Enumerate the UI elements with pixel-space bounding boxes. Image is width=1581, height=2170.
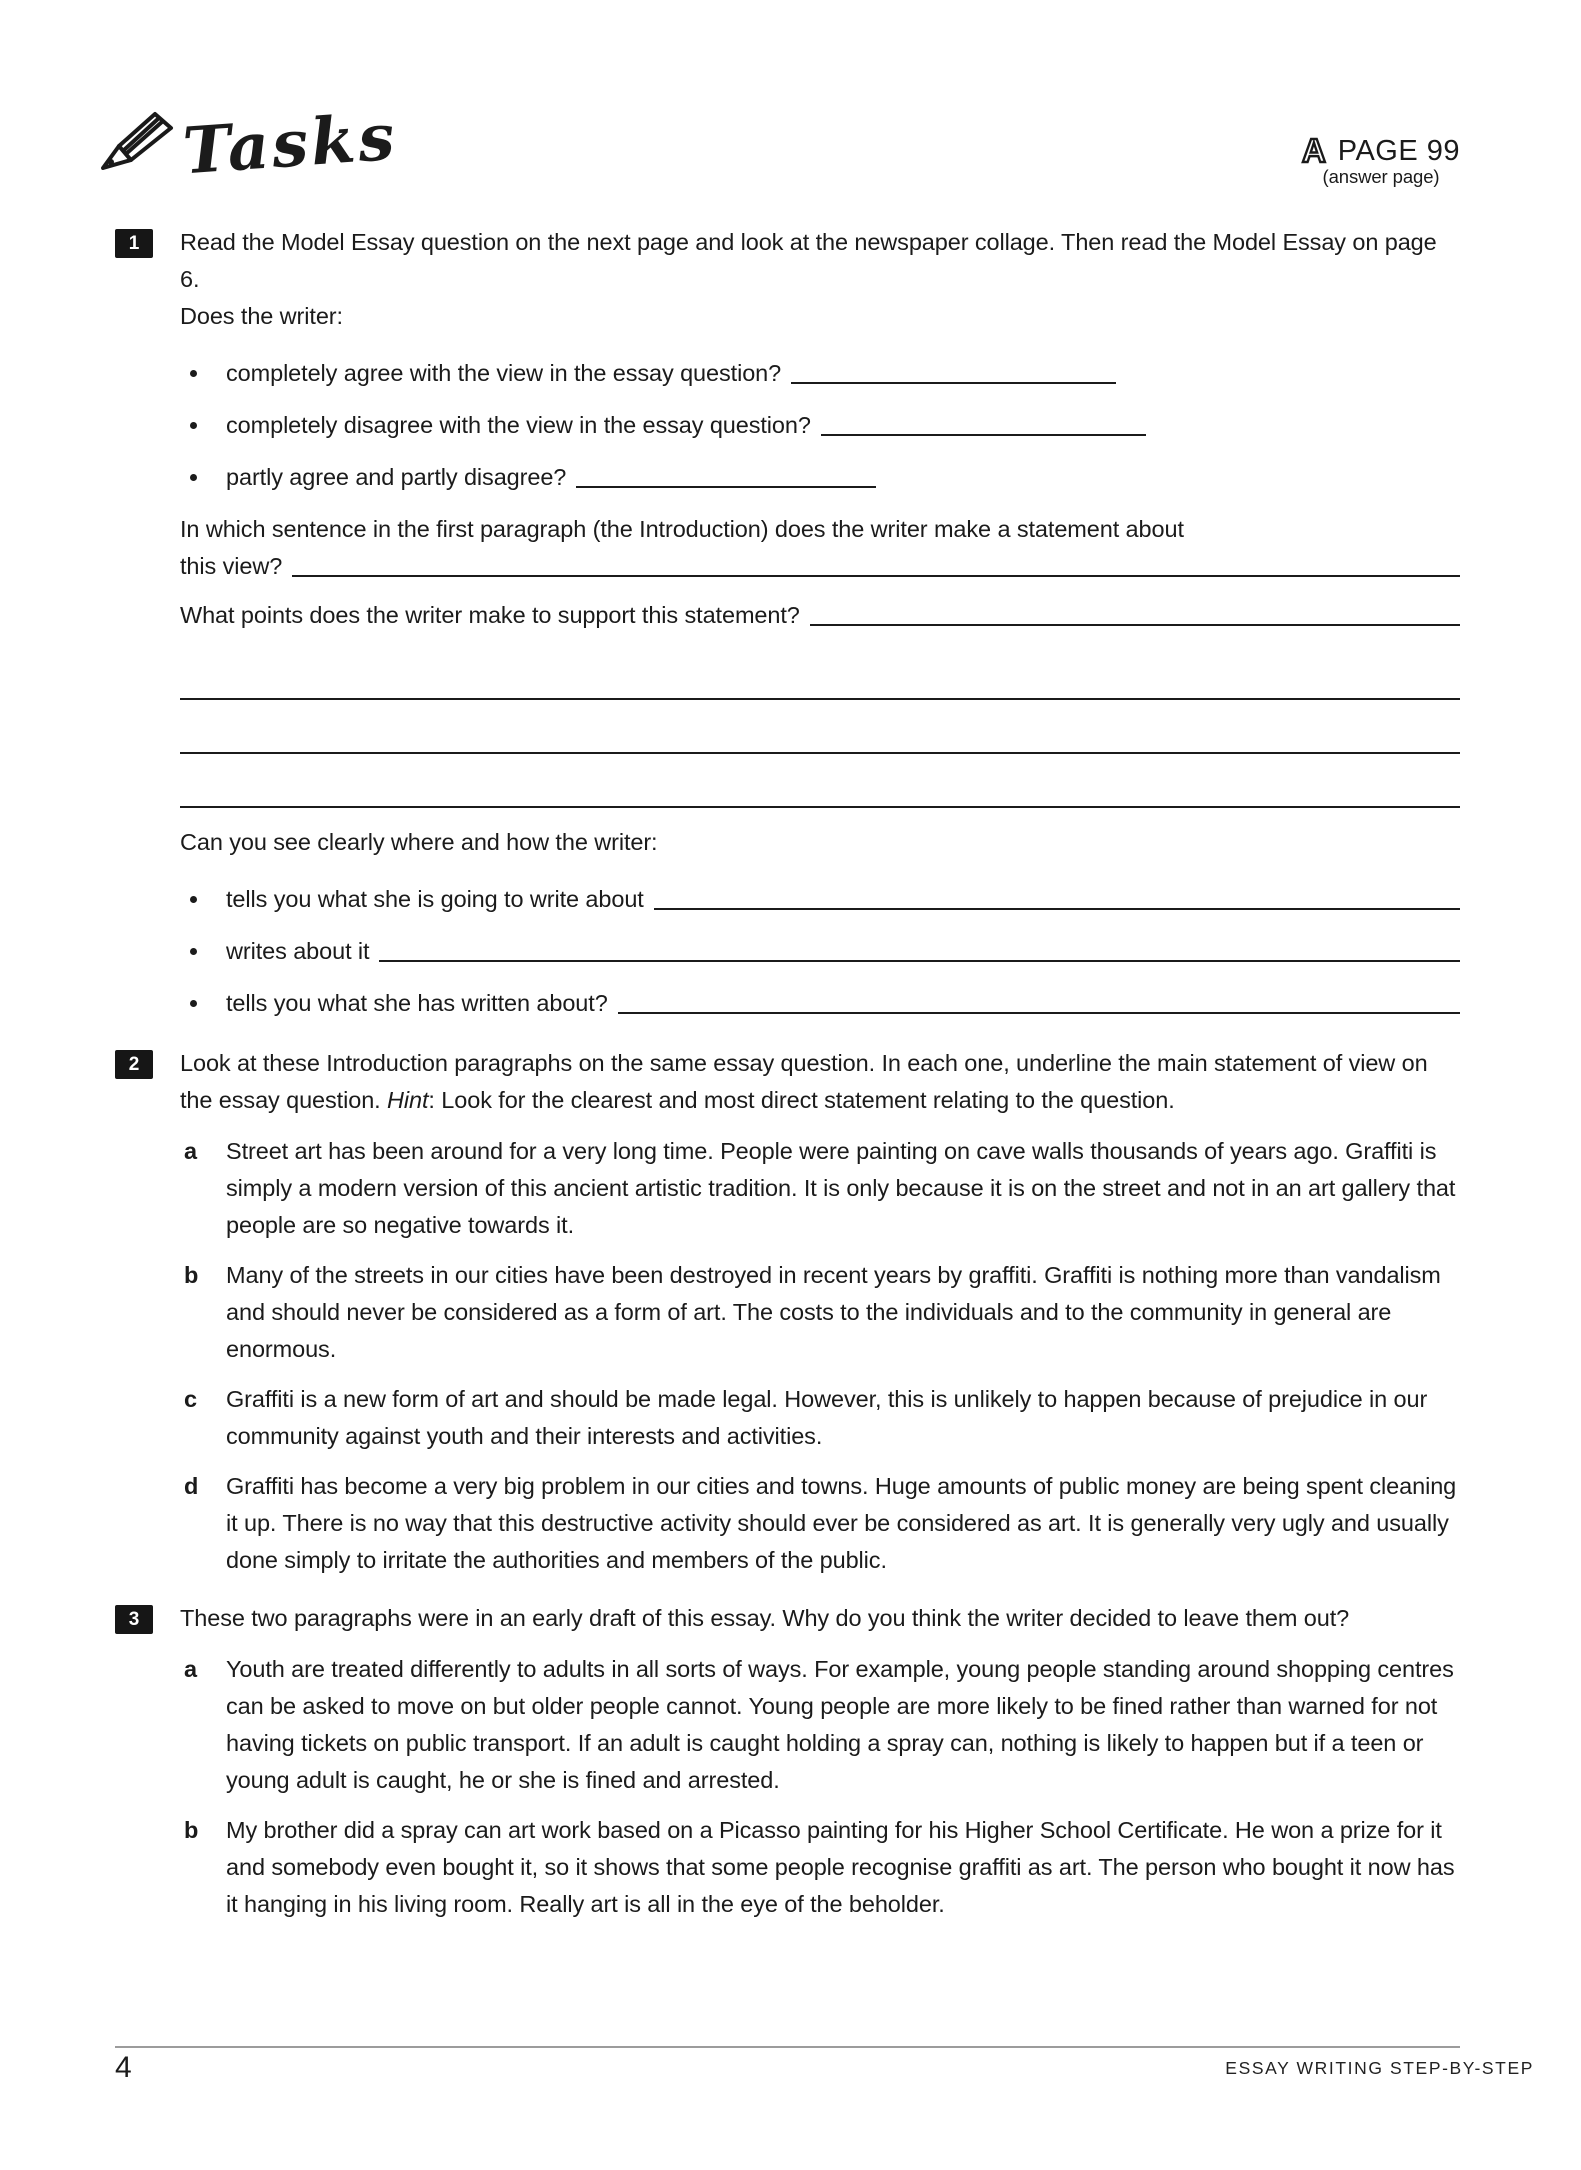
lettered-item [180,1257,1460,1368]
task-badge: 3 [115,1605,153,1634]
item-text: Youth are treated differently to adults in all sorts of ways. For example, young people standing around shopping centres can be asked to move on but older people cannot. Young people are more likely to be fined rather than warned for not having tickets on public transport. If an adult is caught holding a spray can, nothing is likely to happen but if a teen or young adult is caught, he or she is fined and arrested. [226,1656,1454,1793]
page-title: Tasks [180,99,400,189]
page-header [115,92,1460,210]
task-2 [115,1045,1460,1592]
bullet-icon [190,370,197,377]
page-footer [115,2046,1534,2086]
bullet-icon [190,422,197,429]
tasks-heading [97,92,400,189]
answer-blank [821,407,1146,436]
answer-lines [180,646,1460,808]
item-letter: d [184,1473,199,1499]
bullet-icon [190,948,197,955]
answer-page-sub: (answer page) [1322,166,1440,187]
hint-word: Hint [387,1087,429,1113]
bullet-item [180,407,1460,444]
bullet-item [180,933,1460,970]
item-text: My brother did a spray can art work based on a Picasso painting for his Higher School Certificate. He won a prize for it and somebody even bought it, so it shows that some people recognise graffiti as art. The person who bought it now has it hanging in his living room. Really art is all in the eye of the beholder. [226,1817,1455,1917]
task-intro: Read the Model Essay question on the next page and look at the newspaper collage. Then read the Model Essay on page 6. [180,229,1437,292]
bullet-item [180,985,1460,1022]
answer-line [180,700,1460,754]
lettered-item [180,1651,1460,1799]
bullet-icon [190,896,197,903]
answer-line [180,754,1460,808]
answer-blank [379,933,1460,962]
item-letter: a [184,1656,197,1682]
item-letter: a [184,1138,197,1164]
bullet-item [180,355,1460,392]
answer-blank [618,985,1460,1014]
question-line [180,597,1460,634]
bullet-text: tells you what she is going to write about [226,886,644,912]
bullet-item [180,881,1460,918]
pencil-icon [97,106,181,189]
task-3 [115,1600,1460,1936]
answer-blank [791,355,1116,384]
question-text: In which sentence in the first paragraph (the Introduction) does the writer make a statement about [180,516,1184,542]
answer-blank [810,597,1460,626]
task-intro [180,1045,1460,1119]
task-intro-pre: Look at these Introduction paragraphs on the same essay question. In each one, underline the main statement of view on the essay question. [180,1050,1428,1113]
item-text: Many of the streets in our cities have been destroyed in recent years by graffiti. Graffiti is nothing more than vandalism and should never be considered as a form of art. The costs to the individuals and to the community in general are enormous. [226,1262,1441,1362]
bullet-text: tells you what she has written about? [226,990,608,1016]
bullet-icon [190,474,197,481]
answer-page-label: PAGE 99 [1337,134,1460,167]
lettered-item [180,1133,1460,1244]
item-letter: c [184,1386,197,1412]
footer-book-title: ESSAY WRITING STEP-BY-STEP [1225,2058,1534,2078]
answer-blank [654,881,1460,910]
question-text: What points does the writer make to support this statement? [180,602,800,628]
answer-page-ref [1302,134,1460,187]
lettered-item [180,1468,1460,1579]
answer-line [180,646,1460,700]
task-1 [115,224,1460,1037]
task-badge: 2 [115,1050,153,1079]
bullet-item [180,459,1460,496]
bullet-text: writes about it [226,938,370,964]
bullet-text: completely disagree with the view in the essay question? [226,412,811,438]
item-text: Graffiti is a new form of art and should be made legal. However, this is unlikely to happen because of prejudice in our community against youth and their interests and activities. [226,1386,1428,1449]
bullet-text: completely agree with the view in the essay question? [226,360,782,386]
footer-rule [115,2046,1460,2048]
item-text: Graffiti has become a very big problem in our cities and towns. Huge amounts of public money are being spent cleaning it up. There is no way that this destructive activity should ever be considered as art. It is generally very ugly and usually done simply to irritate the authorities and members of the public. [226,1473,1457,1573]
answer-page-icon: A [1302,132,1326,169]
task-intro: These two paragraphs were in an early draft of this essay. Why do you think the writer decided to leave them out? [180,1605,1350,1631]
task-lead: Can you see clearly where and how the writer: [180,829,658,855]
lettered-item [180,1812,1460,1923]
item-letter: b [184,1262,199,1288]
task-lead: Does the writer: [180,303,343,329]
bullet-text: partly agree and partly disagree? [226,464,567,490]
answer-blank [292,548,1460,577]
task-badge: 1 [115,229,153,258]
lettered-item [180,1381,1460,1455]
answer-blank [576,459,876,488]
item-letter: b [184,1817,199,1843]
footer-page-number: 4 [115,2051,132,2084]
task-intro-post: : Look for the clearest and most direct statement relating to the question. [428,1087,1175,1113]
item-text: Street art has been around for a very long time. People were painting on cave walls thousands of years ago. Graffiti is simply a modern version of this ancient artistic tradition. It is only because it is on the street and not in an art gallery that people are so negative towards it. [226,1138,1456,1238]
question-line [180,548,1460,585]
question-text: this view? [180,553,283,579]
bullet-icon [190,1000,197,1007]
